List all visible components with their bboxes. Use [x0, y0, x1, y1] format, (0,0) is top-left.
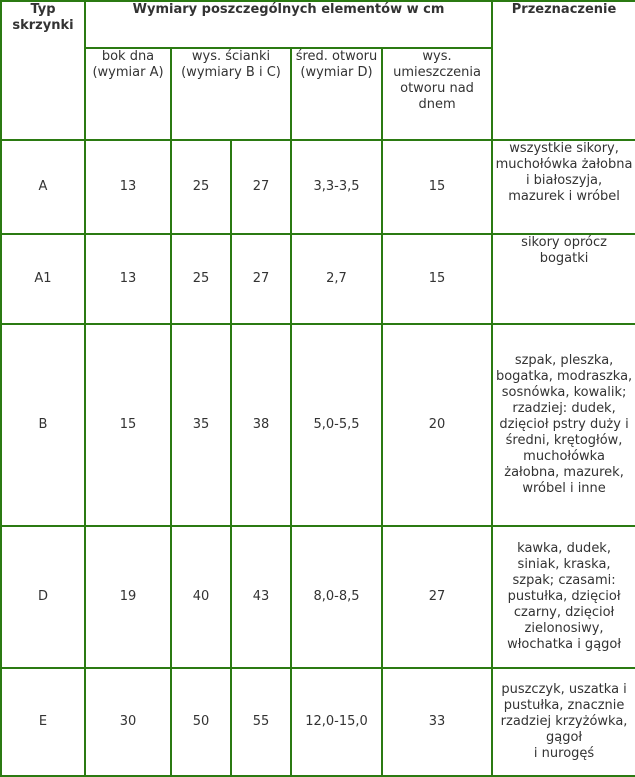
- cell-type: A: [1, 140, 85, 234]
- cell-purpose: kawka, dudek, siniak, kraska, szpak; czasami: pustułka, dzięcioł czarny, dzięcioł zielonosiwy, włochatka i gągoł: [492, 526, 635, 668]
- cell-wys-c: 27: [231, 234, 291, 324]
- cell-type: A1: [1, 234, 85, 324]
- header-dimensions: Wymiary poszczególnych elementów w cm: [85, 1, 492, 48]
- cell-sred: 2,7: [291, 234, 382, 324]
- cell-wys-b: 50: [171, 668, 231, 776]
- header-row-top: [1, 1, 635, 48]
- cell-wys-b: 25: [171, 234, 231, 324]
- cell-purpose: sikory oprócz bogatki: [492, 234, 635, 324]
- table-row: [1, 526, 635, 668]
- cell-purpose: puszczyk, uszatka i pustułka, znacznie rzadziej krzyżówka, gągoł i nurogęś: [492, 668, 635, 776]
- cell-sred: 5,0-5,5: [291, 324, 382, 526]
- cell-purpose: wszystkie sikory, muchołówka żałobna i białoszyja, mazurek i wróbel: [492, 140, 635, 234]
- cell-umiesz: 15: [382, 140, 492, 234]
- cell-wys-c: 43: [231, 526, 291, 668]
- cell-wys-c: 38: [231, 324, 291, 526]
- subheader-bok-dna: bok dna (wymiar A): [85, 48, 171, 140]
- cell-umiesz: 15: [382, 234, 492, 324]
- cell-sred: 3,3-3,5: [291, 140, 382, 234]
- cell-wys-b: 25: [171, 140, 231, 234]
- subheader-wys-scianki: wys. ścianki (wymiary B i C): [171, 48, 291, 140]
- cell-bok: 13: [85, 140, 171, 234]
- cell-umiesz: 33: [382, 668, 492, 776]
- cell-bok: 15: [85, 324, 171, 526]
- cell-type: D: [1, 526, 85, 668]
- cell-umiesz: 20: [382, 324, 492, 526]
- subheader-wys-umieszczenia: wys. umieszczenia otworu nad dnem: [382, 48, 492, 140]
- cell-bok: 30: [85, 668, 171, 776]
- table-row: [1, 234, 635, 324]
- cell-type: E: [1, 668, 85, 776]
- cell-sred: 8,0-8,5: [291, 526, 382, 668]
- table-row: [1, 140, 635, 234]
- cell-wys-b: 40: [171, 526, 231, 668]
- table-row: [1, 324, 635, 526]
- cell-wys-c: 27: [231, 140, 291, 234]
- cell-sred: 12,0-15,0: [291, 668, 382, 776]
- subheader-sred-otworu: śred. otworu (wymiar D): [291, 48, 382, 140]
- cell-wys-c: 55: [231, 668, 291, 776]
- cell-bok: 19: [85, 526, 171, 668]
- header-type: Typ skrzynki: [1, 1, 85, 140]
- cell-bok: 13: [85, 234, 171, 324]
- cell-type: B: [1, 324, 85, 526]
- cell-wys-b: 35: [171, 324, 231, 526]
- table-row: [1, 668, 635, 776]
- cell-purpose: szpak, pleszka, bogatka, modraszka, sosnówka, kowalik; rzadziej: dudek, dzięcioł pstry duży i średni, krętogłów, muchołówka żałobna, mazurek, wróbel i inne: [492, 324, 635, 526]
- header-purpose: Przeznaczenie: [492, 1, 635, 140]
- cell-umiesz: 27: [382, 526, 492, 668]
